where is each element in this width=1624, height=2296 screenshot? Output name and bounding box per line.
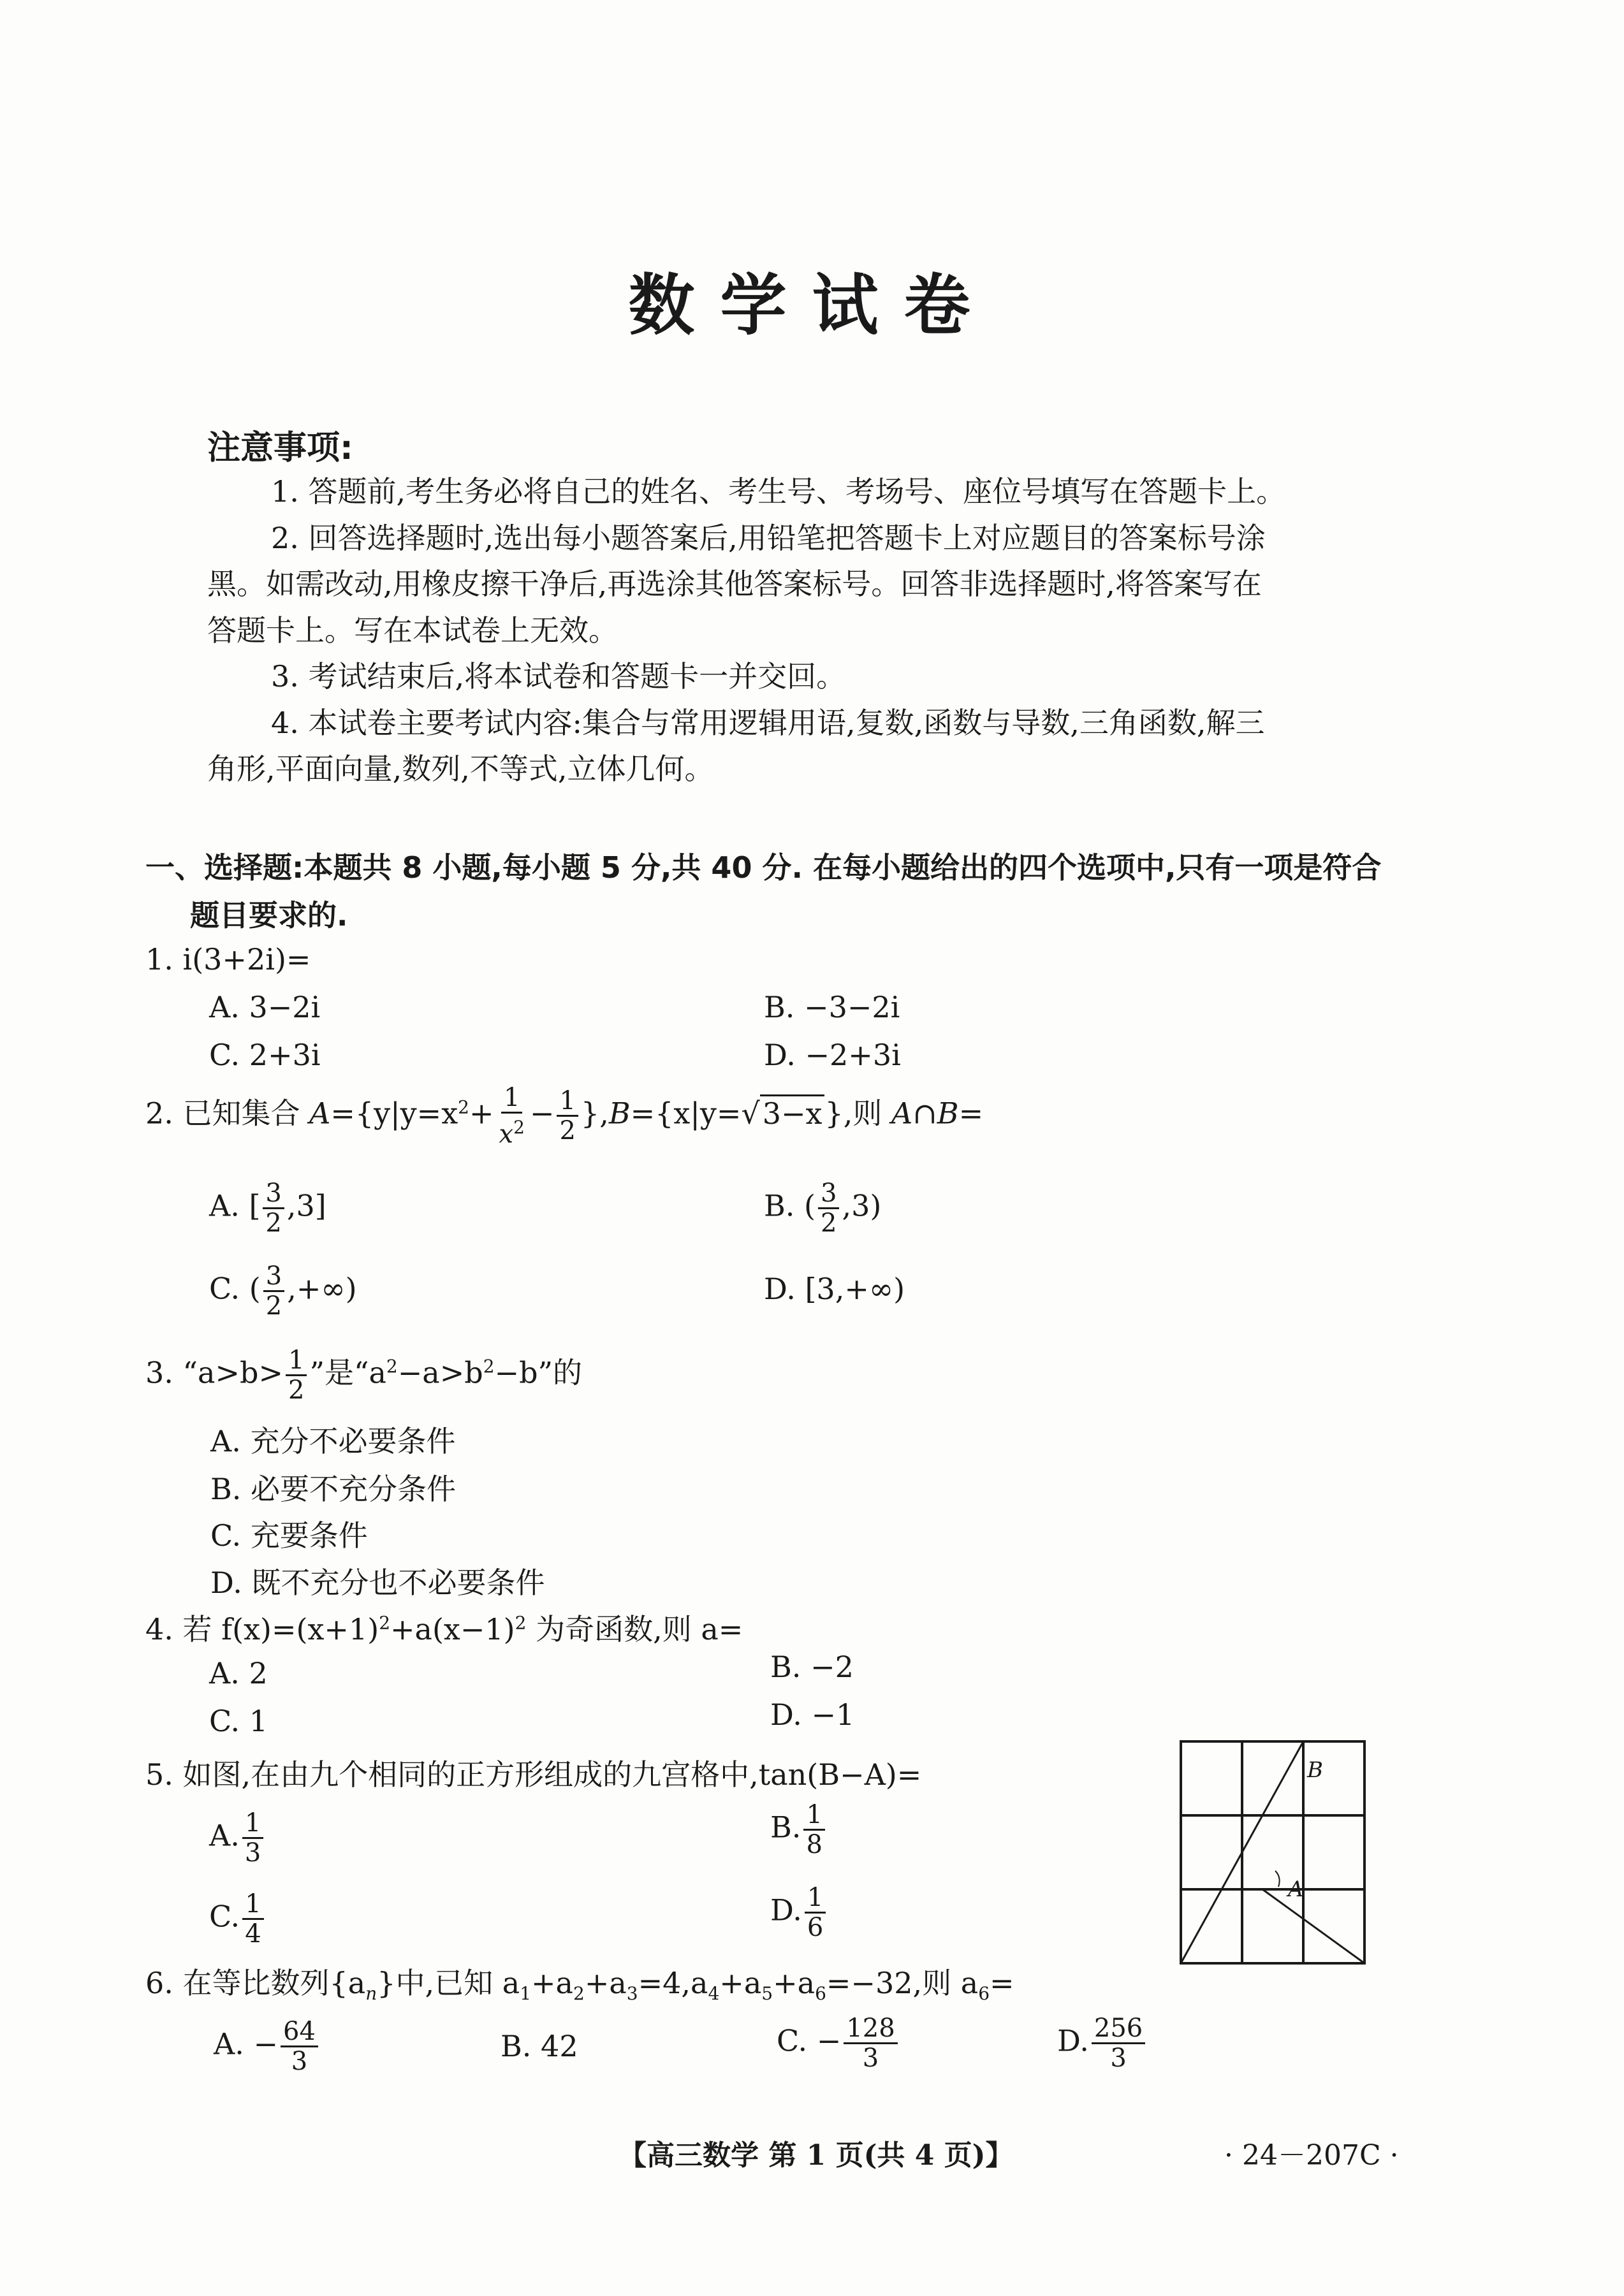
- q4-stem: 4. 若 $f(x)=(x+1)^2+a(x-1)^2$ 为奇函数,则 a=: [145, 1612, 743, 1646]
- q5-option-a: A. $\frac{1}{3}$: [209, 1809, 266, 1867]
- notice-line-6: 4. 本试卷主要考试内容:集合与常用逻辑用语,复数,函数与导数,三角函数,解三: [271, 706, 1265, 740]
- footer-code: · 24－207C ·: [1224, 2139, 1399, 2172]
- page-title: 数学试卷: [628, 266, 996, 344]
- q2-option-a: A. [ $\frac{3}{2}$ ,3]: [209, 1179, 326, 1238]
- q3-option-a: A. 充分不必要条件: [210, 1424, 456, 1458]
- q5-option-d: D. $\frac{1}{6}$: [770, 1884, 828, 1942]
- q5-option-c: C. $\frac{1}{4}$: [209, 1890, 267, 1948]
- q6-option-a: A. − $\frac{64}{3}$: [214, 2017, 321, 2075]
- nine-grid-figure: [1180, 1740, 1371, 1970]
- q3-option-d: D. 既不充分也不必要条件: [210, 1566, 545, 1600]
- grid-border: [1181, 1741, 1364, 1963]
- notice-line-7: 角形,平面向量,数列,不等式,立体几何。: [207, 752, 714, 786]
- q6-option-d: D. $\frac{256}{3}$: [1057, 2014, 1148, 2072]
- q5-option-b: B. $\frac{1}{8}$: [770, 1801, 828, 1859]
- q3-option-b: B. 必要不充分条件: [210, 1472, 457, 1506]
- notice-line-2: 2. 回答选择题时,选出每小题答案后,用铅笔把答题卡上对应题目的答案标号涂: [271, 521, 1266, 555]
- q2-option-b: B. ( $\frac{3}{2}$ ,3): [764, 1179, 882, 1238]
- q2-option-c: C. ( $\frac{3}{2}$ ,+∞): [209, 1261, 357, 1321]
- notice-line-4: 答题卡上。写在本试卷上无效。: [207, 613, 618, 648]
- notice-heading: 注意事项:: [207, 429, 353, 467]
- q6-option-b: B. 42: [501, 2029, 578, 2063]
- notice-line-5: 3. 考试结束后,将本试卷和答题卡一并交回。: [271, 659, 846, 694]
- q1-option-d: D. −2+3i: [764, 1038, 901, 1072]
- angle-a-arc: [1275, 1871, 1280, 1887]
- footer-page-info: 【高三数学 第 1 页(共 4 页)】: [618, 2139, 1014, 2172]
- q3-option-c: C. 充要条件: [210, 1518, 368, 1553]
- notice-line-1: 1. 答题前,考生务必将自己的姓名、考生号、考场号、座位号填写在答题卡上。: [271, 474, 1286, 509]
- q3-stem: 3. “a>b> $\frac{1}{2}$ ”是“$a^2-a>b^2-b$”的: [145, 1346, 583, 1405]
- q5-stem: 5. 如图,在由九个相同的正方形组成的九宫格中,tan(B−A)=: [145, 1757, 922, 1792]
- section-heading-cont: 题目要求的.: [190, 898, 348, 933]
- q1-option-a: A. 3−2i: [209, 990, 321, 1024]
- q4-option-d: D. −1: [770, 1697, 855, 1732]
- q4-option-c: C. 1: [209, 1704, 268, 1738]
- q6-stem: 6. 在等比数列$\{a_n\}$中,已知 $a_1+a_2+a_3=4,a_4+a_5+a_6=-32$,则 $a_6=$: [145, 1966, 1014, 2005]
- q4-option-b: B. −2: [770, 1650, 854, 1684]
- label-b: B: [1307, 1757, 1323, 1783]
- diagonal-line-a: [1262, 1889, 1364, 1963]
- q6-option-c: C. − $\frac{128}{3}$: [777, 2014, 900, 2072]
- q2-option-d: D. [3,+∞): [764, 1272, 905, 1306]
- q1-stem: 1. i(3+2i)=: [145, 942, 311, 977]
- q1-option-c: C. 2+3i: [209, 1038, 321, 1072]
- q4-option-a: A. 2: [209, 1656, 268, 1690]
- q2-stem: 2. 已知集合 $A=\{y|y=x^2+$ $\frac{1}{x^2}$ − $\frac{1}{2}$ },B={x|y=√3−x},则 A∩B=: [145, 1083, 984, 1149]
- notice-line-3: 黑。如需改动,用橡皮擦干净后,再选涂其他答案标号。回答非选择题时,将答案写在: [207, 567, 1262, 601]
- section-heading: 一、选择题:本题共 8 小题,每小题 5 分,共 40 分. 在每小题给出的四个选项中,只有一项是符合: [145, 850, 1382, 885]
- label-a: A: [1288, 1877, 1304, 1902]
- q1-option-b: B. −3−2i: [764, 990, 900, 1024]
